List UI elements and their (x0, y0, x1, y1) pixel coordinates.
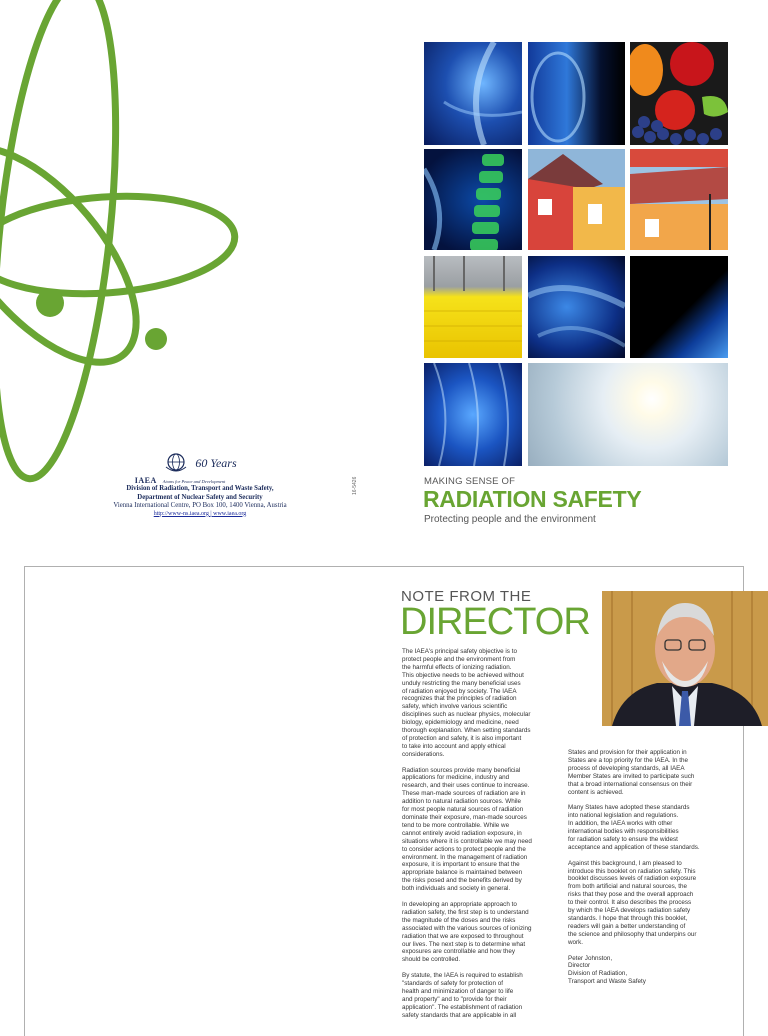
letter-paragraph: The IAEA's principal safety objective is to protect people and the environment from the harmful effects of ionizing radiation. This objective needs to be achieved without unduly restricting the many beneficial uses of radiation enjoyed by society. The IAEA recognizes that the principles of radiation safety, which involve various scientific disciplines such as nuclear physics, molecular biology, epidemiology and medicine, need thorough explanation. When setting standards of protection and safety, it is also important to take into account and apply ethical considerations. (402, 648, 531, 758)
iaea-tagline: Atoms for Peace and Development (162, 479, 226, 484)
photo-xray-hand (528, 256, 625, 358)
note-title: DIRECTOR (400, 601, 590, 643)
photo-xray-vertebrae (424, 149, 522, 250)
address-links (95, 511, 305, 517)
link-separator: | (210, 510, 212, 517)
cover-photo-grid (424, 42, 728, 466)
letter-paragraph: Against this background, I am pleased to introduce this booklet on radiation safety. This booklet discusses levels of radiation exposure from both artificial and natural sources, the risks that they pose and the overall approach to their control. It also describes the process by which the IAEA develops radiation safety standards. I hope that through this booklet, readers will gain a better understanding of the science and philosophy that underpins our work. (568, 859, 697, 946)
address-line-location: Vienna International Centre, PO Box 100, 1400 Vienna, Austria (113, 502, 287, 509)
photo-xray-dark (630, 256, 728, 358)
photo-fruit-vegetables (630, 42, 728, 145)
photo-house-red (528, 149, 625, 250)
letter-paragraph: Many States have adopted these standards into national legislation and regulations. In addition, the IAEA works with other international bodies with responsibilities for radiation safety to ensure the widest acceptance and application of these standards. (568, 804, 700, 851)
iaea-name: IAEA (134, 476, 157, 485)
cover-pretitle: MAKING SENSE OF (424, 476, 516, 487)
director-portrait-photo (602, 591, 768, 726)
photo-house-roof (630, 149, 728, 250)
iaea-address-block (95, 448, 305, 517)
address-line-department: Department of Nuclear Safety and Security (137, 493, 263, 501)
letter-paragraph: States and provision for their application in States are a top priority for the IAEA. In the process of developing standards, all IAEA Member States are invited to participate such that a broad international consensus on their content is achieved. (568, 749, 695, 796)
letter-column-2 (568, 749, 718, 994)
iaea-logo (95, 448, 305, 478)
photo-sun-sky (528, 363, 728, 466)
cover-subtitle: Protecting people and the environment (424, 514, 596, 525)
link-iaea[interactable]: www.iaea.org (213, 510, 247, 517)
link-ns-iaea[interactable]: http://www-ns.iaea.org (153, 510, 209, 517)
publication-code: 16-5426 (352, 476, 358, 495)
note-pretitle: NOTE FROM THE (401, 588, 532, 605)
un-emblem-icon (163, 451, 189, 475)
photo-industrial-yellow (424, 256, 522, 358)
letter-column-1 (402, 648, 552, 1027)
letter-paragraph: Radiation sources provide many beneficial applications for medicine, industry and research, and their uses continue to increase. These man-made sources of radiation are in addition to natural radiation sources. While for most people natural sources of radiation dominate their exposure, man-made sources tend to be more controllable. While we cannot entirely avoid radiation exposure, in situations where it is controllable we may need to consider actions to protect people and the environment. In the management of radiation exposure, it is important to ensure that the appropriate balance is maintained between the risks posed and the benefits derived by both individuals and society in general. (402, 766, 532, 893)
letter-paragraph: In developing an appropriate approach to radiation safety, the first step is to understand the magnitude of the doses and the risks associated with the various sources of ionizing radiation that we are exposed to throughout our lives. The next step is to determine what exposures are controllable and how they should be controlled. (402, 900, 532, 964)
photo-xray-blue-glow (424, 363, 522, 466)
cover-title: RADIATION SAFETY (423, 486, 642, 512)
address-line-division: Division of Radiation, Transport and Waste Safety, (126, 485, 274, 492)
years-label: 60 Years (195, 455, 237, 470)
letter-paragraph: By statute, the IAEA is required to establish "standards of safety for protection of health and minimization of danger to life and property" and to "provide for their application". The establishment of radiation safety standards that are applicable in all (402, 972, 523, 1019)
atom-logo-graphic (0, 0, 300, 500)
photo-xray-spine (424, 42, 522, 145)
letter-signature: Peter Johnston, Director Division of Radiation, Transport and Waste Safety (568, 954, 646, 986)
photo-xray-skull (528, 42, 625, 145)
